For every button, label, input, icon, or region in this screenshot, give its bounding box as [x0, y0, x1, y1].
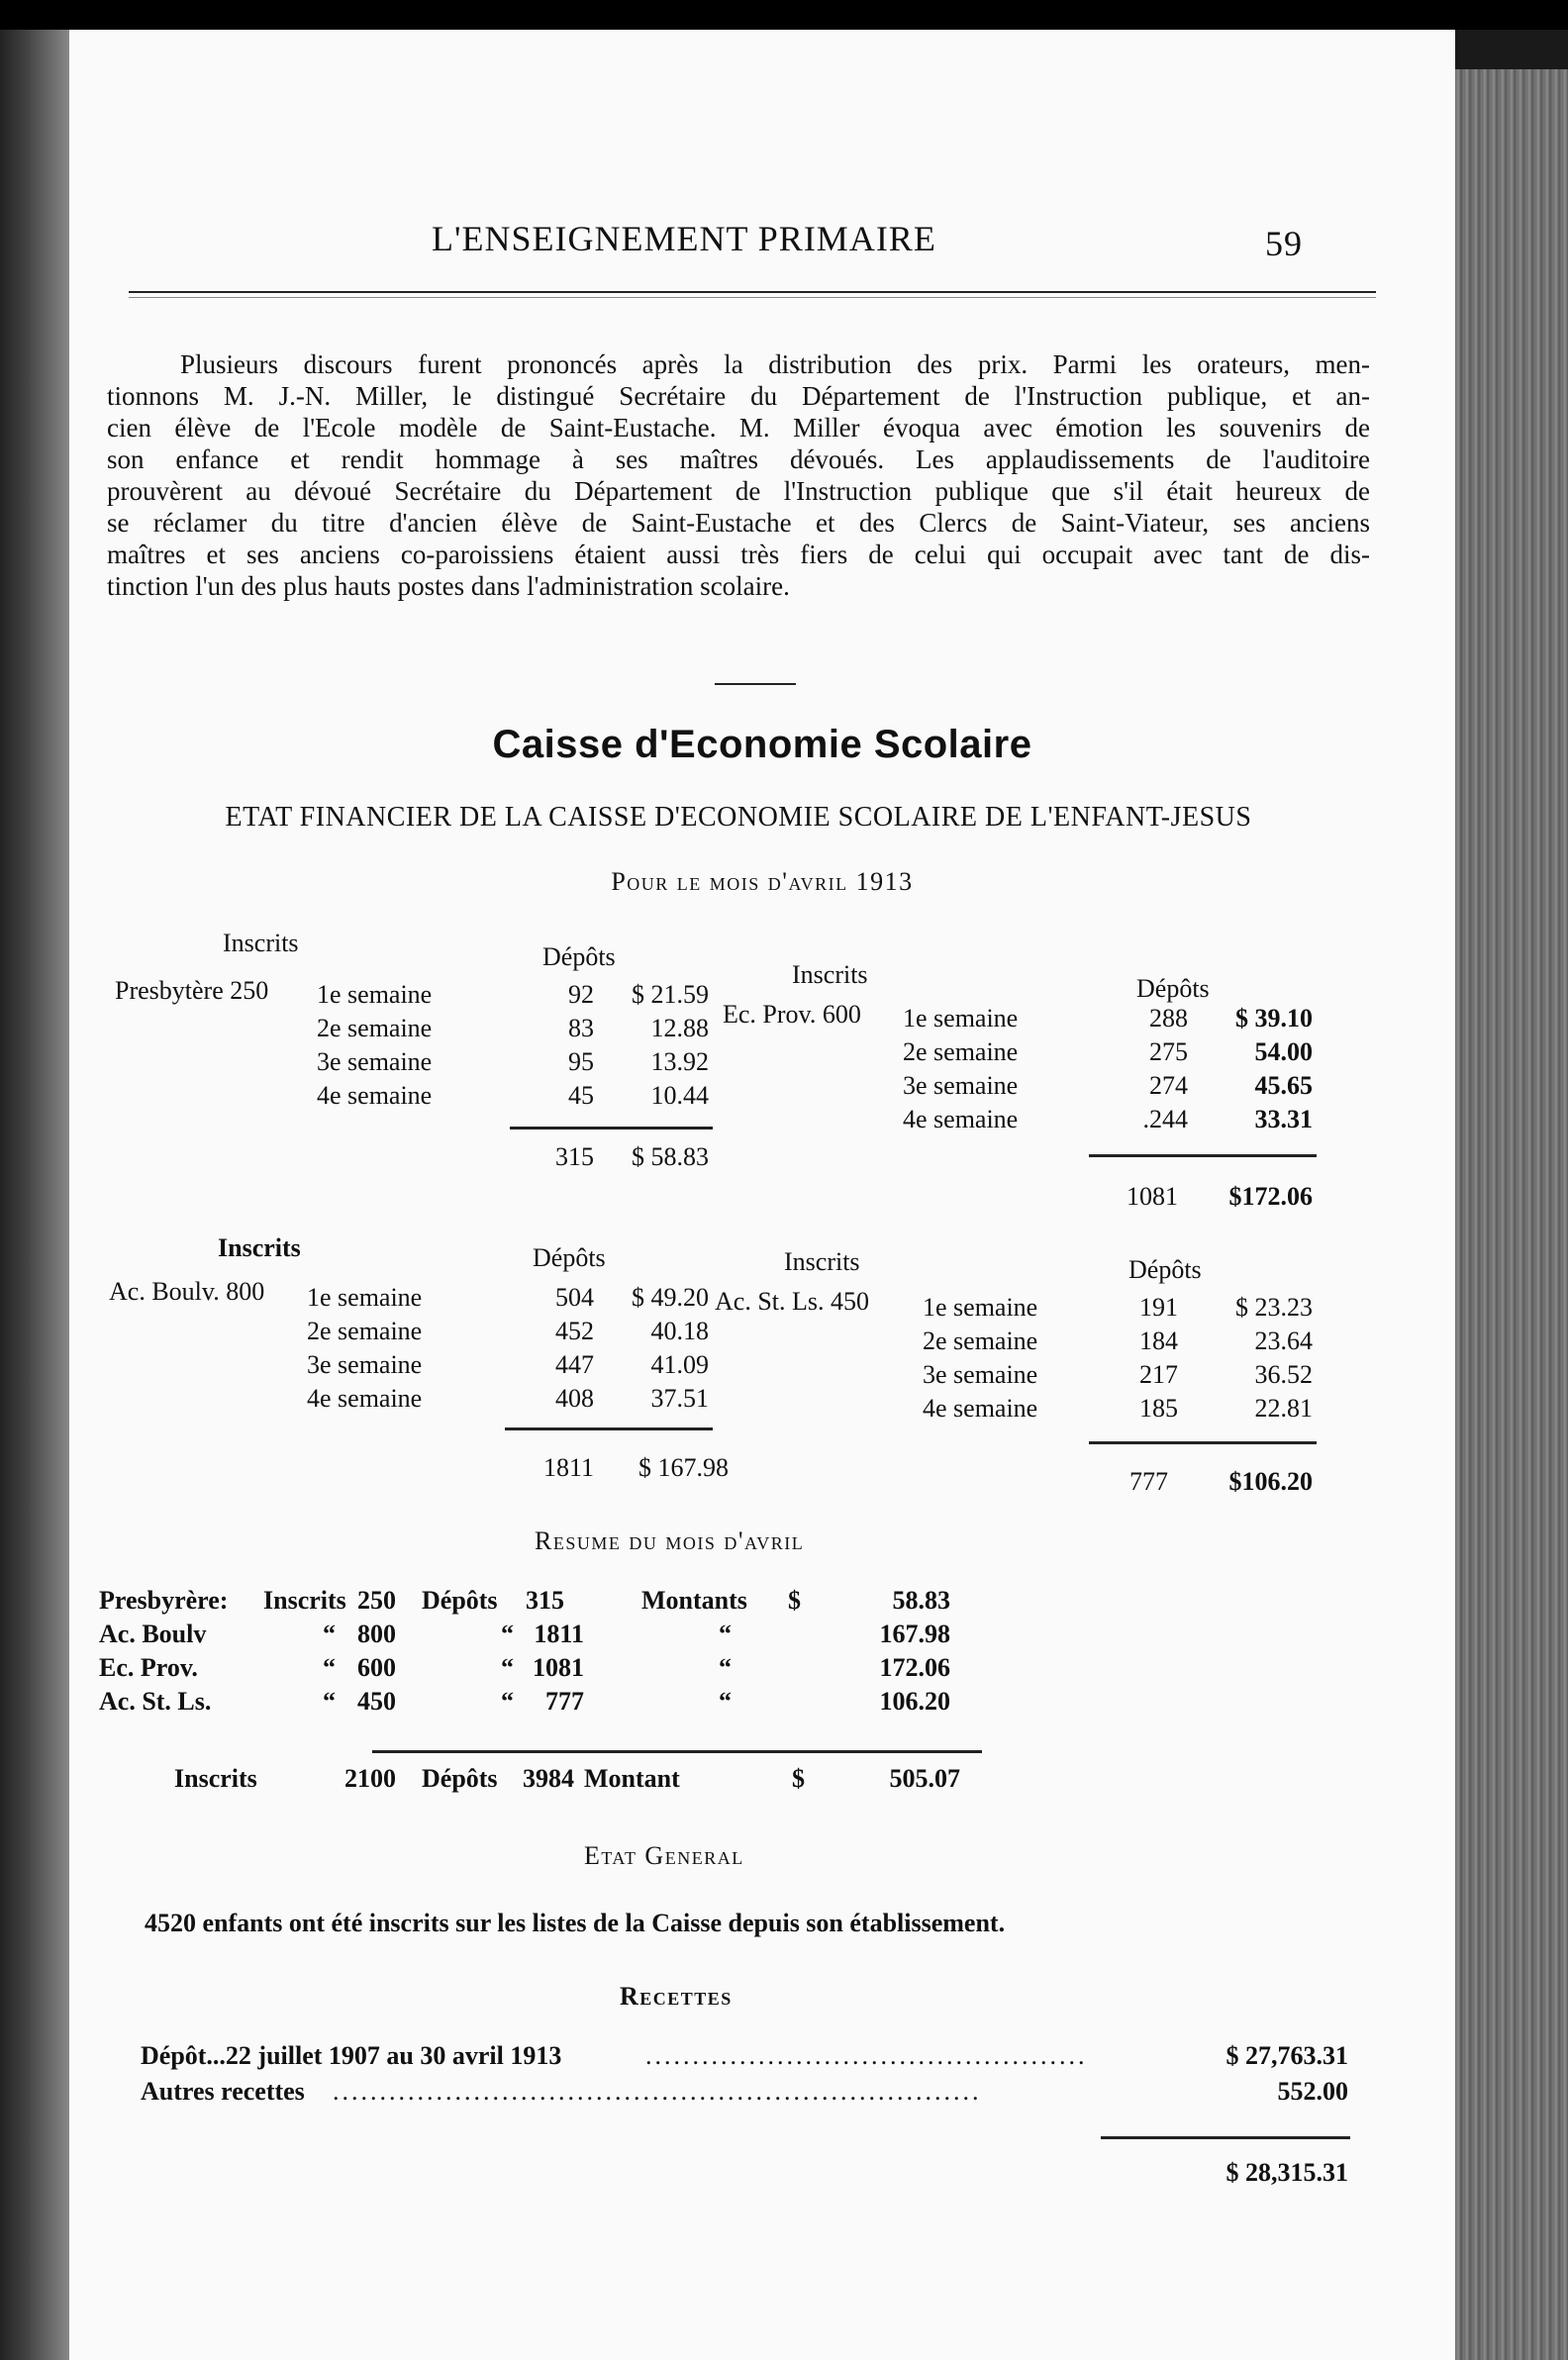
week-label: 1e semaine: [307, 1283, 423, 1312]
week-labels: [317, 978, 432, 1113]
deposit-amounts: [600, 1281, 709, 1416]
summary-dep: 315: [526, 1586, 564, 1615]
deposit-count: 504: [555, 1283, 594, 1312]
summary-dep: 1811: [534, 1620, 584, 1648]
total-amount: $106.20: [1228, 1467, 1313, 1496]
header-rule-thin: [129, 297, 1376, 298]
deposit-amount: 54.00: [1254, 1037, 1313, 1066]
summary-ins: 450: [357, 1687, 396, 1716]
recette-amount: 552.00: [1277, 2077, 1348, 2106]
deposit-count: 83: [568, 1014, 594, 1042]
summary-dep-label: Dépôts: [422, 1586, 498, 1615]
deposit-counts: [1109, 1291, 1178, 1426]
deposit-amount: 23.64: [1254, 1327, 1313, 1355]
deposit-amounts: [1194, 1002, 1313, 1136]
paragraph-line: tinction l'un des plus hauts postes dans l'administration scolaire.: [107, 571, 790, 601]
summary-currency: $: [788, 1586, 801, 1615]
week-label: 1e semaine: [923, 1293, 1038, 1322]
deposit-amount: $ 21.59: [632, 980, 709, 1009]
summary-ins: 250: [357, 1586, 396, 1615]
paragraph-line: prouvèrent au dévoué Secrétaire du Département de l'Instruction publique que s'il était heureux de: [107, 476, 1370, 506]
summary-dep-label: “: [501, 1653, 514, 1682]
month-heading: Pour le mois d'avril 1913: [611, 867, 914, 896]
total-amount: $ 167.98: [638, 1453, 729, 1482]
summary-dep: 1081: [533, 1653, 584, 1682]
deposit-count: 92: [568, 980, 594, 1009]
summary-total-ins: 2100: [344, 1764, 396, 1793]
recette-label: Autres recettes: [141, 2077, 305, 2106]
deposit-count: 452: [555, 1317, 594, 1345]
summary-table: [99, 1584, 970, 1719]
summary-mont-label: “: [719, 1687, 732, 1716]
deposit-amount: 12.88: [650, 1014, 709, 1042]
deposit-count: 275: [1149, 1037, 1188, 1066]
section-divider: [715, 683, 796, 685]
deposit-amount: 40.18: [650, 1317, 709, 1345]
deposit-amount: 41.09: [650, 1350, 709, 1379]
recettes-total: $ 28,315.31: [1225, 2158, 1348, 2187]
week-label: 4e semaine: [903, 1105, 1019, 1133]
summary-school: Ac. Boulv: [99, 1620, 207, 1648]
deposit-counts: [525, 1281, 594, 1416]
paragraph-line: tionnons M. J.-N. Miller, le distingué Secrétaire du Département de l'Instruction publique, et an-: [107, 381, 1370, 411]
paragraph-line: cien élève de l'Ecole modèle de Saint-Eustache. M. Miller évoqua avec émotion les souvenirs de: [107, 413, 1370, 442]
header-rule: [129, 291, 1376, 293]
total-count: 777: [1129, 1467, 1168, 1496]
summary-school: Ac. St. Ls.: [99, 1687, 212, 1716]
week-label: 4e semaine: [923, 1394, 1038, 1423]
depots-header: Dépôts: [542, 942, 616, 971]
recette-row: [141, 2077, 1348, 2116]
deposit-amount: 45.65: [1254, 1071, 1313, 1100]
book-left-edge: [0, 30, 69, 2360]
week-label: 2e semaine: [903, 1037, 1019, 1066]
deposit-amount: 36.52: [1254, 1360, 1313, 1389]
deposit-counts: [1119, 1002, 1188, 1136]
recettes-heading: Recettes: [620, 1982, 733, 2011]
deposit-amount: $ 49.20: [632, 1283, 709, 1312]
deposit-amount: $ 39.10: [1235, 1004, 1313, 1032]
recette-label: Dépôt...22 juillet 1907 au 30 avril 1913: [141, 2041, 562, 2070]
summary-total-row: [99, 1764, 990, 1804]
paragraph-line: son enfance et rendit hommage à ses maîtres dévoués. Les applaudissements de l'auditoire: [107, 444, 1370, 474]
summary-ins-label: “: [323, 1687, 336, 1716]
deposit-counts: [535, 978, 594, 1113]
week-label: 4e semaine: [307, 1384, 423, 1413]
page-number: 59: [1265, 224, 1303, 263]
week-label: 2e semaine: [307, 1317, 423, 1345]
summary-ins-label: “: [323, 1620, 336, 1648]
deposit-count: 191: [1139, 1293, 1178, 1322]
summary-dep: 777: [545, 1687, 584, 1716]
leader-dots: .....................................................................: [333, 2077, 982, 2106]
week-label: 1e semaine: [903, 1004, 1019, 1032]
summary-row: [99, 1651, 970, 1685]
etat-text: 4520 enfants ont été inscrits sur les listes de la Caisse depuis son établissement.: [145, 1909, 1006, 1937]
leader-dots: ...............................................: [645, 2041, 1088, 2070]
total-rule: [1089, 1154, 1317, 1157]
summary-mont-label: Montants: [641, 1586, 747, 1615]
book-page-edges: [1455, 69, 1568, 2360]
running-header: L'ENSEIGNEMENT PRIMAIRE: [432, 219, 936, 258]
paragraph-line: se réclamer du titre d'ancien élève de Saint-Eustache et des Clercs de Saint-Viateur, ses anciens: [107, 508, 1370, 538]
deposit-amounts: [600, 978, 709, 1113]
deposit-count: 45: [568, 1081, 594, 1110]
book-page: [69, 30, 1455, 2360]
week-label: 3e semaine: [307, 1350, 423, 1379]
summary-total-currency: $: [792, 1764, 805, 1793]
deposit-count: .244: [1142, 1105, 1188, 1133]
school-name: Presbytère 250: [115, 976, 269, 1005]
deposit-count: 217: [1139, 1360, 1178, 1389]
week-labels: [307, 1281, 422, 1416]
section-title: Caisse d'Economie Scolaire: [492, 723, 1032, 766]
week-labels: [923, 1291, 1037, 1426]
summary-amount: 172.06: [879, 1653, 950, 1682]
school-name: Ac. Boulv. 800: [109, 1277, 265, 1306]
summary-total-dep: 3984: [523, 1764, 574, 1793]
deposit-amount: 22.81: [1254, 1394, 1313, 1423]
total-amount: $ 58.83: [632, 1142, 709, 1171]
depots-header: Dépôts: [533, 1243, 606, 1272]
deposit-amount: 13.92: [650, 1047, 709, 1076]
recettes-total-rule: [1101, 2136, 1350, 2139]
week-label: 1e semaine: [317, 980, 433, 1009]
summary-amount: 167.98: [879, 1620, 950, 1648]
school-name: Ac. St. Ls. 450: [715, 1287, 869, 1316]
summary-total-rule: [372, 1750, 982, 1753]
summary-amount: 106.20: [879, 1687, 950, 1716]
summary-school: Ec. Prov.: [99, 1653, 198, 1682]
deposit-amount: 33.31: [1254, 1105, 1313, 1133]
summary-total-dep-label: Dépôts: [422, 1764, 498, 1793]
week-labels: [903, 1002, 1018, 1136]
week-label: 3e semaine: [923, 1360, 1038, 1389]
summary-dep-label: “: [501, 1620, 514, 1648]
inscrits-header: Inscrits: [218, 1233, 301, 1262]
summary-total-mont-label: Montant: [584, 1764, 680, 1793]
total-rule: [505, 1427, 713, 1430]
deposit-count: 447: [555, 1350, 594, 1379]
week-label: 3e semaine: [317, 1047, 433, 1076]
summary-row: [99, 1584, 970, 1618]
subtitle: ETAT FINANCIER DE LA CAISSE D'ECONOMIE SCOLAIRE DE L'ENFANT-JESUS: [225, 802, 1252, 833]
paragraph-line: maîtres et ses anciens co-paroissiens étaient aussi très fiers de celui qui occupait avec tant de dis-: [107, 540, 1370, 569]
book-top-shadow: [1455, 30, 1568, 69]
summary-total-amount: 505.07: [889, 1764, 960, 1793]
total-amount: $172.06: [1228, 1182, 1313, 1211]
total-count: 315: [555, 1142, 594, 1171]
deposit-count: 184: [1139, 1327, 1178, 1355]
deposit-amount: 10.44: [650, 1081, 709, 1110]
intro-paragraph: [107, 348, 1370, 602]
summary-row: [99, 1618, 970, 1651]
inscrits-header: Inscrits: [784, 1247, 860, 1276]
deposit-count: 95: [568, 1047, 594, 1076]
summary-mont-label: “: [719, 1620, 732, 1648]
summary-ins: 600: [357, 1653, 396, 1682]
depots-header: Dépôts: [1128, 1255, 1202, 1284]
deposit-count: 408: [555, 1384, 594, 1413]
week-label: 4e semaine: [317, 1081, 433, 1110]
summary-total-label: Inscrits: [174, 1764, 257, 1793]
week-label: 2e semaine: [317, 1014, 433, 1042]
inscrits-header: Inscrits: [792, 960, 868, 989]
summary-row: [99, 1685, 970, 1719]
summary-ins-label: Inscrits: [263, 1586, 346, 1615]
deposit-amount: 37.51: [650, 1384, 709, 1413]
etat-heading: Etat General: [584, 1841, 744, 1870]
recette-row: [141, 2041, 1348, 2081]
depots-header: Dépôts: [1136, 974, 1210, 1003]
deposit-count: 274: [1149, 1071, 1188, 1100]
recette-amount: $ 27,763.31: [1225, 2041, 1348, 2070]
summary-ins-label: “: [323, 1653, 336, 1682]
summary-dep-label: “: [501, 1687, 514, 1716]
inscrits-header: Inscrits: [223, 929, 299, 957]
summary-school: Presbyrère:: [99, 1586, 229, 1615]
summary-ins: 800: [357, 1620, 396, 1648]
summary-heading: Resume du mois d'avril: [535, 1526, 805, 1555]
school-name: Ec. Prov. 600: [723, 1000, 861, 1029]
deposit-amount: $ 23.23: [1235, 1293, 1313, 1322]
summary-amount: 58.83: [892, 1586, 950, 1615]
total-rule: [1089, 1441, 1317, 1444]
summary-mont-label: “: [719, 1653, 732, 1682]
total-rule: [510, 1127, 713, 1130]
deposit-count: 185: [1139, 1394, 1178, 1423]
deposit-amounts: [1188, 1291, 1313, 1426]
paragraph-line: Plusieurs discours furent prononcés après la distribution des prix. Parmi les orateurs, men-: [180, 349, 1370, 379]
total-count: 1081: [1127, 1182, 1178, 1211]
week-label: 3e semaine: [903, 1071, 1019, 1100]
week-label: 2e semaine: [923, 1327, 1038, 1355]
total-count: 1811: [542, 1453, 594, 1482]
deposit-count: 288: [1149, 1004, 1188, 1032]
